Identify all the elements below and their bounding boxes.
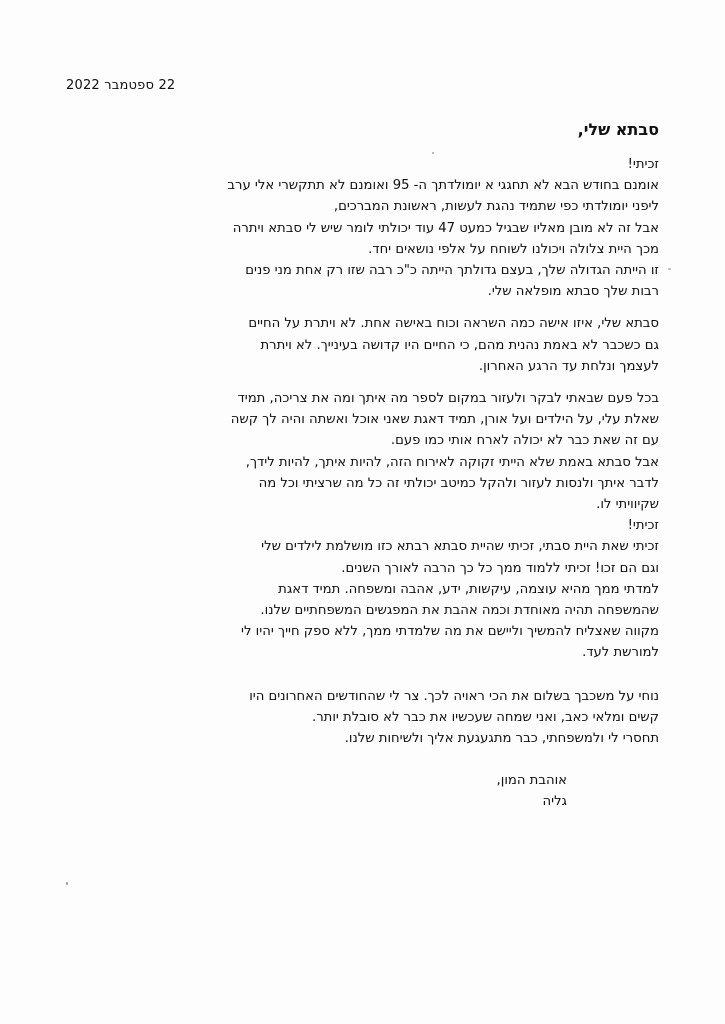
scan-speck [432, 152, 434, 154]
body-line: נוחי על משכבך בשלום את הכי ראויה לכך. צר לי שהחודשים האחרונים היו [249, 688, 659, 704]
body-line: זכיתי! [627, 518, 659, 534]
body-line: שאלת עלי, על הילדים ועל אורן, תמיד דאגת שאני אוכל ואשתה והיה לך קשה [230, 412, 659, 428]
scan-speck [668, 268, 671, 270]
body-line: סבתא שלי, איזו אישה כמה השראה וכוח באישה אחת. לא ויתרת על החיים [248, 316, 659, 332]
body-line: למורשת לעד. [582, 645, 659, 661]
letter-date: 22 ספטמבר 2022 [66, 78, 176, 93]
body-line: אומנם בחודש הבא לא תחגגי א יומולדתך ה- 95 ואומנם לא תתקשרי אלי ערב [227, 178, 659, 194]
closing-line: אוהבת המון, [496, 773, 567, 788]
body-line: זכיתי שאת היית סבתי, זכיתי שהיית סבתא רבתא כזו מושלמת לילדים שלי [261, 539, 659, 555]
scan-speck [66, 882, 68, 885]
paragraph-gap [59, 302, 659, 313]
body-line: אבל זה לא מובן מאליו שבגיל כמעט 47 עוד יכולתי לומר שיש לי סבתא ויתרה [232, 220, 659, 236]
body-line: בכל פעם שבאתי לבקר ולעזור במקום לספר מה איתך ומה את צריכה, תמיד [237, 391, 659, 407]
body-line: עם זה שאת כבר לא יכולה לארח אותי כמו פעם. [390, 433, 659, 449]
signature-name: גליה [542, 794, 567, 810]
body-line: ליפני יומולדתי כפי שתמיד נהגת לעשות, ראשונת המברכים, [333, 199, 659, 215]
body-line: זו הייתה הגדולה שלך, בעצם גדולתך הייתה כ"כ רבה שזו רק אחת מני פנים [245, 263, 659, 279]
body-line: לעצמך ונלחת עד הרגע האחרון. [478, 358, 659, 374]
body-line: למדתי ממך מהיא עוצמה, עיקשות, ידע, אהבה ומשפחה. תמיד דאגת [278, 581, 659, 597]
body-line: רבות שלך סבתא מופלאה שלי. [487, 284, 659, 300]
body-line: שקיוויתי לו. [596, 497, 659, 513]
signature-block [497, 770, 567, 812]
body-line: גם כשכבר לא באמת נהנית מהם, כי החיים היו קדושה בעינייך. לא ויתרת [260, 337, 659, 353]
body-line: לדבר איתך ולנסות לעזור ולהקל כמיטב יכולתי זה כל מה שרציתי וכל מה [258, 475, 659, 491]
body-line: זכיתי! [627, 157, 659, 172]
body-line: שהמשפחה תהיה מאוחדת וכמה אהבת את המפגשים המשפחתיים שלנו. [260, 603, 659, 619]
paragraph-gap [59, 377, 659, 388]
body-line: קשים ומלאי כאב, ואני שמחה שעכשיו את כבר לא סובלת יותר. [312, 709, 659, 725]
letter-body [59, 154, 659, 749]
letter-greeting: סבתא שלי, [577, 120, 659, 139]
body-line: אבל סבתא באמת שלא הייתי זקוקה לאירוח הזה, להיות איתך, להיות לידך, [245, 454, 659, 470]
body-line: מקווה שאצליח להמשיך וליישם את מה שלמדתי ממך, ללא ספק חייך יהיו לי [241, 624, 659, 640]
body-line: תחסרי לי ולמשפחתי, כבר מתגעגעת אליך ולשיחות שלנו. [344, 731, 659, 747]
body-line: מכך היית צלולה ויכולנו לשוחח על אלפי נושאים יחד. [368, 241, 659, 257]
paragraph-gap [59, 664, 659, 686]
scan-speck [652, 272, 654, 274]
body-line: וגם הם זכו! זכיתי ללמוד ממך כל כך הרבה לאורך השנים. [341, 560, 659, 576]
